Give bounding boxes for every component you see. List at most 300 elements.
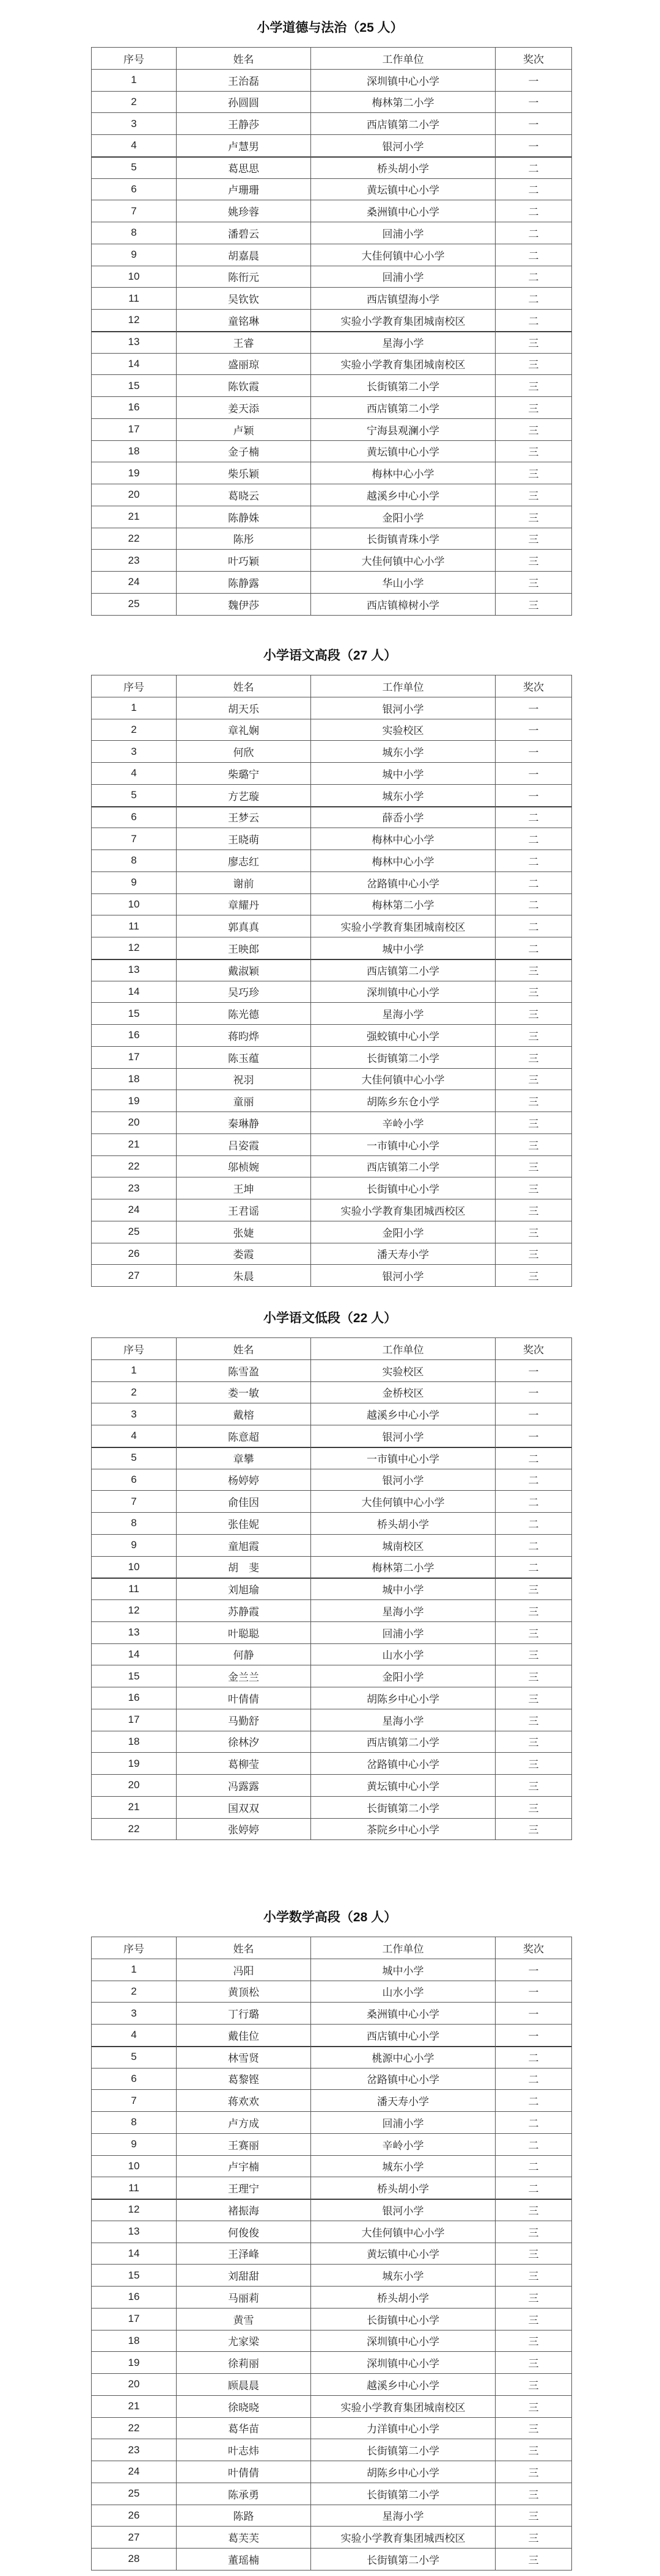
cell-no: 5 <box>92 2046 177 2068</box>
cell-no: 10 <box>92 1556 177 1578</box>
cell-award: 二 <box>496 2133 572 2155</box>
cell-unit: 长街镇第二小学 <box>311 375 496 397</box>
cell-name: 王理宁 <box>177 2177 311 2199</box>
table-row <box>92 784 572 806</box>
cell-award: 二 <box>496 2112 572 2134</box>
cell-name: 陈意超 <box>177 1425 311 1447</box>
cell-award: 三 <box>496 2308 572 2330</box>
cell-name: 杨婷婷 <box>177 1469 311 1491</box>
cell-no: 24 <box>92 2461 177 2483</box>
table-row <box>92 1003 572 1025</box>
cell-no: 21 <box>92 2395 177 2417</box>
cell-award: 一 <box>496 697 572 719</box>
table-row <box>92 1090 572 1112</box>
cell-no: 5 <box>92 156 177 178</box>
cell-award: 二 <box>496 871 572 893</box>
cell-name: 魏伊莎 <box>177 593 311 615</box>
cell-unit: 深圳镇中心小学 <box>311 2352 496 2374</box>
cell-unit: 金桥校区 <box>311 1381 496 1403</box>
cell-no: 24 <box>92 572 177 594</box>
table-row <box>92 440 572 462</box>
cell-no: 2 <box>92 719 177 741</box>
cell-award: 三 <box>496 1133 572 1155</box>
cell-award: 三 <box>496 2221 572 2243</box>
table-row <box>92 1709 572 1731</box>
cell-unit: 西店镇第二小学 <box>311 959 496 981</box>
table-row <box>92 2177 572 2199</box>
cell-award: 一 <box>496 741 572 763</box>
cell-name: 方艺璇 <box>177 784 311 806</box>
cell-no: 13 <box>92 1621 177 1643</box>
cell-name: 葛晓云 <box>177 484 311 506</box>
table-row <box>92 2505 572 2527</box>
cell-no: 14 <box>92 353 177 375</box>
table-row <box>92 484 572 506</box>
cell-no: 22 <box>92 528 177 550</box>
cell-name: 章攀 <box>177 1447 311 1469</box>
cell-unit: 大佳何镇中心小学 <box>311 1491 496 1513</box>
cell-no: 15 <box>92 1003 177 1025</box>
cell-award: 三 <box>496 1643 572 1665</box>
cell-name: 张婕 <box>177 1221 311 1243</box>
table-row <box>92 1265 572 1287</box>
cell-unit: 星海小学 <box>311 331 496 353</box>
cell-award: 三 <box>496 1243 572 1265</box>
cell-no: 18 <box>92 440 177 462</box>
section-title: 小学数学高段（28 人） <box>263 1910 397 1924</box>
cell-no: 23 <box>92 1177 177 1199</box>
cell-name: 章耀丹 <box>177 893 311 915</box>
cell-no: 12 <box>92 937 177 959</box>
cell-unit: 西店镇樟树小学 <box>311 593 496 615</box>
cell-name: 卢慧男 <box>177 135 311 157</box>
cell-name: 黄雪 <box>177 2308 311 2330</box>
cell-award: 三 <box>496 1709 572 1731</box>
cell-name: 郭真真 <box>177 915 311 937</box>
table-row <box>92 1243 572 1265</box>
cell-award: 二 <box>496 937 572 959</box>
cell-name: 葛华苗 <box>177 2417 311 2439</box>
cell-unit: 城中小学 <box>311 763 496 785</box>
cell-unit: 梅林中心小学 <box>311 850 496 872</box>
cell-award: 三 <box>496 1112 572 1134</box>
cell-award: 二 <box>496 850 572 872</box>
cell-award: 三 <box>496 2483 572 2505</box>
cell-unit: 梅林中心小学 <box>311 828 496 850</box>
cell-name: 金兰兰 <box>177 1665 311 1687</box>
cell-unit: 大佳何镇中心小学 <box>311 550 496 572</box>
cell-no: 14 <box>92 981 177 1003</box>
cell-no: 19 <box>92 2352 177 2374</box>
cell-unit: 实验校区 <box>311 719 496 741</box>
cell-name: 陈静姝 <box>177 506 311 528</box>
cell-unit: 茶院乡中心小学 <box>311 1818 496 1840</box>
cell-award: 三 <box>496 2505 572 2527</box>
cell-unit: 桥头胡小学 <box>311 2287 496 2309</box>
cell-unit: 一市镇中心小学 <box>311 1133 496 1155</box>
cell-award: 三 <box>496 353 572 375</box>
table-row <box>92 156 572 178</box>
cell-unit: 实验小学教育集团城西校区 <box>311 1199 496 1221</box>
cell-no: 10 <box>92 893 177 915</box>
cell-no: 17 <box>92 2308 177 2330</box>
table-row <box>92 2439 572 2461</box>
cell-no: 20 <box>92 2374 177 2396</box>
cell-name: 蒋欢欢 <box>177 2090 311 2112</box>
cell-award: 三 <box>496 528 572 550</box>
cell-unit: 城中小学 <box>311 1959 496 1981</box>
cell-unit: 金阳小学 <box>311 1665 496 1687</box>
cell-name: 盛丽琼 <box>177 353 311 375</box>
cell-no: 9 <box>92 1534 177 1556</box>
cell-award: 一 <box>496 91 572 113</box>
table-row <box>92 2287 572 2309</box>
cell-award: 一 <box>496 2003 572 2025</box>
cell-unit: 实验小学教育集团城西校区 <box>311 2527 496 2549</box>
table-row <box>92 1403 572 1425</box>
table-body <box>92 1959 572 2570</box>
cell-name: 王坤 <box>177 1177 311 1199</box>
cell-name: 陈静露 <box>177 572 311 594</box>
cell-no: 15 <box>92 2265 177 2287</box>
cell-name: 何俊俊 <box>177 2221 311 2243</box>
cell-award: 三 <box>496 1753 572 1775</box>
cell-award: 一 <box>496 1359 572 1381</box>
cell-award: 一 <box>496 784 572 806</box>
cell-award: 三 <box>496 2352 572 2374</box>
table-row <box>92 937 572 959</box>
cell-unit: 西店镇第二小学 <box>311 1731 496 1753</box>
cell-award: 二 <box>496 1556 572 1578</box>
cell-award: 三 <box>496 1578 572 1600</box>
cell-unit: 西店镇第二小学 <box>311 397 496 419</box>
cell-award: 三 <box>496 2417 572 2439</box>
cell-award: 二 <box>496 266 572 288</box>
cell-unit: 越溪乡中心小学 <box>311 1403 496 1425</box>
cell-award: 三 <box>496 2374 572 2396</box>
cell-award: 二 <box>496 2155 572 2177</box>
table-row <box>92 91 572 113</box>
cell-unit: 岔路镇中心小学 <box>311 1753 496 1775</box>
cell-name: 林雪贤 <box>177 2046 311 2068</box>
table-row <box>92 1199 572 1221</box>
cell-name: 吴钦钦 <box>177 288 311 310</box>
cell-unit: 实验小学教育集团城南校区 <box>311 353 496 375</box>
cell-award: 一 <box>496 113 572 135</box>
table-row <box>92 697 572 719</box>
cell-no: 1 <box>92 697 177 719</box>
cell-name: 陈光德 <box>177 1003 311 1025</box>
table-row <box>92 2461 572 2483</box>
table-row <box>92 763 572 785</box>
table-row <box>92 850 572 872</box>
cell-no: 22 <box>92 2417 177 2439</box>
cell-no: 4 <box>92 763 177 785</box>
cell-no: 26 <box>92 2505 177 2527</box>
cell-award: 二 <box>496 288 572 310</box>
cell-name: 祝羽 <box>177 1068 311 1090</box>
table-row <box>92 1643 572 1665</box>
table-row <box>92 1381 572 1403</box>
cell-unit: 桥头胡小学 <box>311 2177 496 2199</box>
table-row <box>92 915 572 937</box>
cell-name: 葛柳莹 <box>177 1753 311 1775</box>
table-row <box>92 1425 572 1447</box>
table-body <box>92 697 572 1286</box>
table-row <box>92 397 572 419</box>
cell-no: 18 <box>92 1731 177 1753</box>
cell-award: 三 <box>496 1731 572 1753</box>
cell-no: 10 <box>92 266 177 288</box>
table-row <box>92 1981 572 2003</box>
table-header-row <box>92 48 572 70</box>
table-row <box>92 1046 572 1068</box>
cell-unit: 潘天寿小学 <box>311 2090 496 2112</box>
cell-unit: 越溪乡中心小学 <box>311 2374 496 2396</box>
cell-no: 26 <box>92 1243 177 1265</box>
table-row <box>92 1068 572 1090</box>
cell-unit: 星海小学 <box>311 2505 496 2527</box>
cell-name: 姜天添 <box>177 397 311 419</box>
cell-award: 三 <box>496 418 572 440</box>
cell-award: 一 <box>496 69 572 91</box>
cell-no: 28 <box>92 2549 177 2571</box>
cell-name: 戴淑颖 <box>177 959 311 981</box>
cell-name: 王映郎 <box>177 937 311 959</box>
cell-name: 蒋昀烨 <box>177 1025 311 1047</box>
cell-name: 王赛丽 <box>177 2133 311 2155</box>
table-row <box>92 2155 572 2177</box>
table-row <box>92 1775 572 1797</box>
cell-no: 19 <box>92 1090 177 1112</box>
cell-unit: 黄坛镇中心小学 <box>311 2243 496 2265</box>
table-row <box>92 593 572 615</box>
cell-award: 三 <box>496 1003 572 1025</box>
cell-award: 一 <box>496 1425 572 1447</box>
cell-unit: 胡陈乡东仓小学 <box>311 1090 496 1112</box>
cell-name: 廖志红 <box>177 850 311 872</box>
header-name: 姓名 <box>177 48 311 70</box>
cell-award: 三 <box>496 462 572 484</box>
cell-award: 三 <box>496 375 572 397</box>
table-row <box>92 1534 572 1556</box>
cell-unit: 越溪乡中心小学 <box>311 484 496 506</box>
table-row <box>92 981 572 1003</box>
cell-award: 二 <box>496 200 572 222</box>
cell-no: 13 <box>92 331 177 353</box>
cell-unit: 长街镇中心小学 <box>311 2308 496 2330</box>
cell-name: 卢方成 <box>177 2112 311 2134</box>
cell-unit: 宁海县观澜小学 <box>311 418 496 440</box>
header-unit: 工作单位 <box>311 48 496 70</box>
table-row <box>92 2199 572 2221</box>
cell-name: 胡 斐 <box>177 1556 311 1578</box>
cell-name: 王治磊 <box>177 69 311 91</box>
cell-name: 马勤舒 <box>177 1709 311 1731</box>
cell-award: 二 <box>496 1513 572 1535</box>
table-row <box>92 244 572 266</box>
cell-name: 叶志炜 <box>177 2439 311 2461</box>
cell-name: 马丽莉 <box>177 2287 311 2309</box>
cell-no: 24 <box>92 1199 177 1221</box>
cell-unit: 长街镇第二小学 <box>311 1796 496 1818</box>
header-award: 奖次 <box>496 48 572 70</box>
cell-award: 三 <box>496 1818 572 1840</box>
table-header-row <box>92 1937 572 1959</box>
cell-no: 9 <box>92 244 177 266</box>
cell-name: 黄顶松 <box>177 1981 311 2003</box>
cell-award: 三 <box>496 959 572 981</box>
cell-name: 王君谣 <box>177 1199 311 1221</box>
cell-unit: 深圳镇中心小学 <box>311 2330 496 2352</box>
cell-award: 二 <box>496 2090 572 2112</box>
cell-unit: 金阳小学 <box>311 1221 496 1243</box>
table-row <box>92 178 572 200</box>
table-row <box>92 1665 572 1687</box>
header-award: 奖次 <box>496 675 572 697</box>
cell-no: 3 <box>92 741 177 763</box>
cell-award: 三 <box>496 1068 572 1090</box>
cell-unit: 黄坛镇中心小学 <box>311 440 496 462</box>
cell-unit: 星海小学 <box>311 1600 496 1622</box>
award-table <box>91 1337 572 1840</box>
cell-award: 一 <box>496 719 572 741</box>
cell-award: 三 <box>496 2439 572 2461</box>
table-row <box>92 222 572 244</box>
cell-no: 7 <box>92 200 177 222</box>
cell-award: 三 <box>496 1177 572 1199</box>
cell-unit: 西店镇第二小学 <box>311 113 496 135</box>
table-row <box>92 1687 572 1709</box>
cell-award: 三 <box>496 2330 572 2352</box>
cell-no: 27 <box>92 2527 177 2549</box>
cell-no: 23 <box>92 550 177 572</box>
cell-name: 刘甜甜 <box>177 2265 311 2287</box>
cell-name: 陈路 <box>177 2505 311 2527</box>
header-name: 姓名 <box>177 1338 311 1360</box>
cell-no: 6 <box>92 1469 177 1491</box>
cell-name: 何静 <box>177 1643 311 1665</box>
section-moral-law <box>91 13 569 616</box>
cell-name: 胡天乐 <box>177 697 311 719</box>
cell-award: 二 <box>496 1534 572 1556</box>
table-row <box>92 288 572 310</box>
cell-award: 一 <box>496 2025 572 2047</box>
cell-name: 秦琳静 <box>177 1112 311 1134</box>
cell-award: 二 <box>496 1447 572 1469</box>
cell-unit: 银河小学 <box>311 1265 496 1287</box>
table-row <box>92 1578 572 1600</box>
cell-unit: 长街镇中心小学 <box>311 1177 496 1199</box>
header-unit: 工作单位 <box>311 675 496 697</box>
cell-name: 柴乐颖 <box>177 462 311 484</box>
cell-unit: 西店镇第二小学 <box>311 1155 496 1177</box>
cell-unit: 薛岙小学 <box>311 806 496 828</box>
cell-award: 三 <box>496 1265 572 1287</box>
table-row <box>92 2549 572 2571</box>
cell-name: 卢宇楠 <box>177 2155 311 2177</box>
table-row <box>92 528 572 550</box>
cell-no: 27 <box>92 1265 177 1287</box>
cell-no: 19 <box>92 462 177 484</box>
cell-unit: 城东小学 <box>311 2265 496 2287</box>
cell-award: 三 <box>496 2243 572 2265</box>
cell-award: 三 <box>496 593 572 615</box>
cell-name: 陈衎元 <box>177 266 311 288</box>
table-row <box>92 2025 572 2047</box>
cell-unit: 大佳何镇中心小学 <box>311 1068 496 1090</box>
cell-unit: 西店镇中心小学 <box>311 2025 496 2047</box>
cell-no: 15 <box>92 1665 177 1687</box>
cell-unit: 华山小学 <box>311 572 496 594</box>
cell-name: 娄一敏 <box>177 1381 311 1403</box>
cell-award: 三 <box>496 1025 572 1047</box>
cell-unit: 回浦小学 <box>311 2112 496 2134</box>
cell-award: 一 <box>496 763 572 785</box>
cell-name: 董瑶楠 <box>177 2549 311 2571</box>
section-math-upper <box>91 1902 569 2571</box>
table-row <box>92 1818 572 1840</box>
cell-name: 戴榕 <box>177 1403 311 1425</box>
cell-unit: 山水小学 <box>311 1643 496 1665</box>
cell-award: 三 <box>496 331 572 353</box>
cell-award: 三 <box>496 572 572 594</box>
table-row <box>92 1447 572 1469</box>
cell-name: 王睿 <box>177 331 311 353</box>
cell-unit: 城中小学 <box>311 1578 496 1600</box>
table-row <box>92 2046 572 2068</box>
header-no: 序号 <box>92 675 177 697</box>
cell-name: 卢珊珊 <box>177 178 311 200</box>
cell-unit: 山水小学 <box>311 1981 496 2003</box>
cell-unit: 辛岭小学 <box>311 2133 496 2155</box>
table-row <box>92 1177 572 1199</box>
cell-name: 王梦云 <box>177 806 311 828</box>
table-row <box>92 418 572 440</box>
cell-no: 12 <box>92 2199 177 2221</box>
cell-award: 二 <box>496 893 572 915</box>
cell-award: 三 <box>496 2395 572 2417</box>
cell-name: 苏静霞 <box>177 1600 311 1622</box>
cell-unit: 长街镇第二小学 <box>311 2483 496 2505</box>
cell-award: 二 <box>496 2046 572 2068</box>
table-row <box>92 69 572 91</box>
cell-name: 童铭琳 <box>177 310 311 332</box>
cell-name: 冯阳 <box>177 1959 311 1981</box>
table-row <box>92 1731 572 1753</box>
cell-unit: 潘天寿小学 <box>311 1243 496 1265</box>
cell-award: 三 <box>496 1155 572 1177</box>
cell-award: 一 <box>496 1403 572 1425</box>
table-row <box>92 2352 572 2374</box>
table-row <box>92 310 572 332</box>
cell-unit: 辛岭小学 <box>311 1112 496 1134</box>
cell-no: 7 <box>92 2090 177 2112</box>
table-row <box>92 506 572 528</box>
cell-no: 11 <box>92 915 177 937</box>
table-row <box>92 1796 572 1818</box>
cell-unit: 长街镇第二小学 <box>311 2549 496 2571</box>
cell-award: 三 <box>496 506 572 528</box>
cell-award: 三 <box>496 1046 572 1068</box>
cell-no: 2 <box>92 91 177 113</box>
cell-no: 5 <box>92 784 177 806</box>
cell-no: 16 <box>92 1025 177 1047</box>
cell-unit: 桥头胡小学 <box>311 1513 496 1535</box>
cell-unit: 星海小学 <box>311 1709 496 1731</box>
cell-unit: 银河小学 <box>311 1469 496 1491</box>
cell-name: 朱晨 <box>177 1265 311 1287</box>
